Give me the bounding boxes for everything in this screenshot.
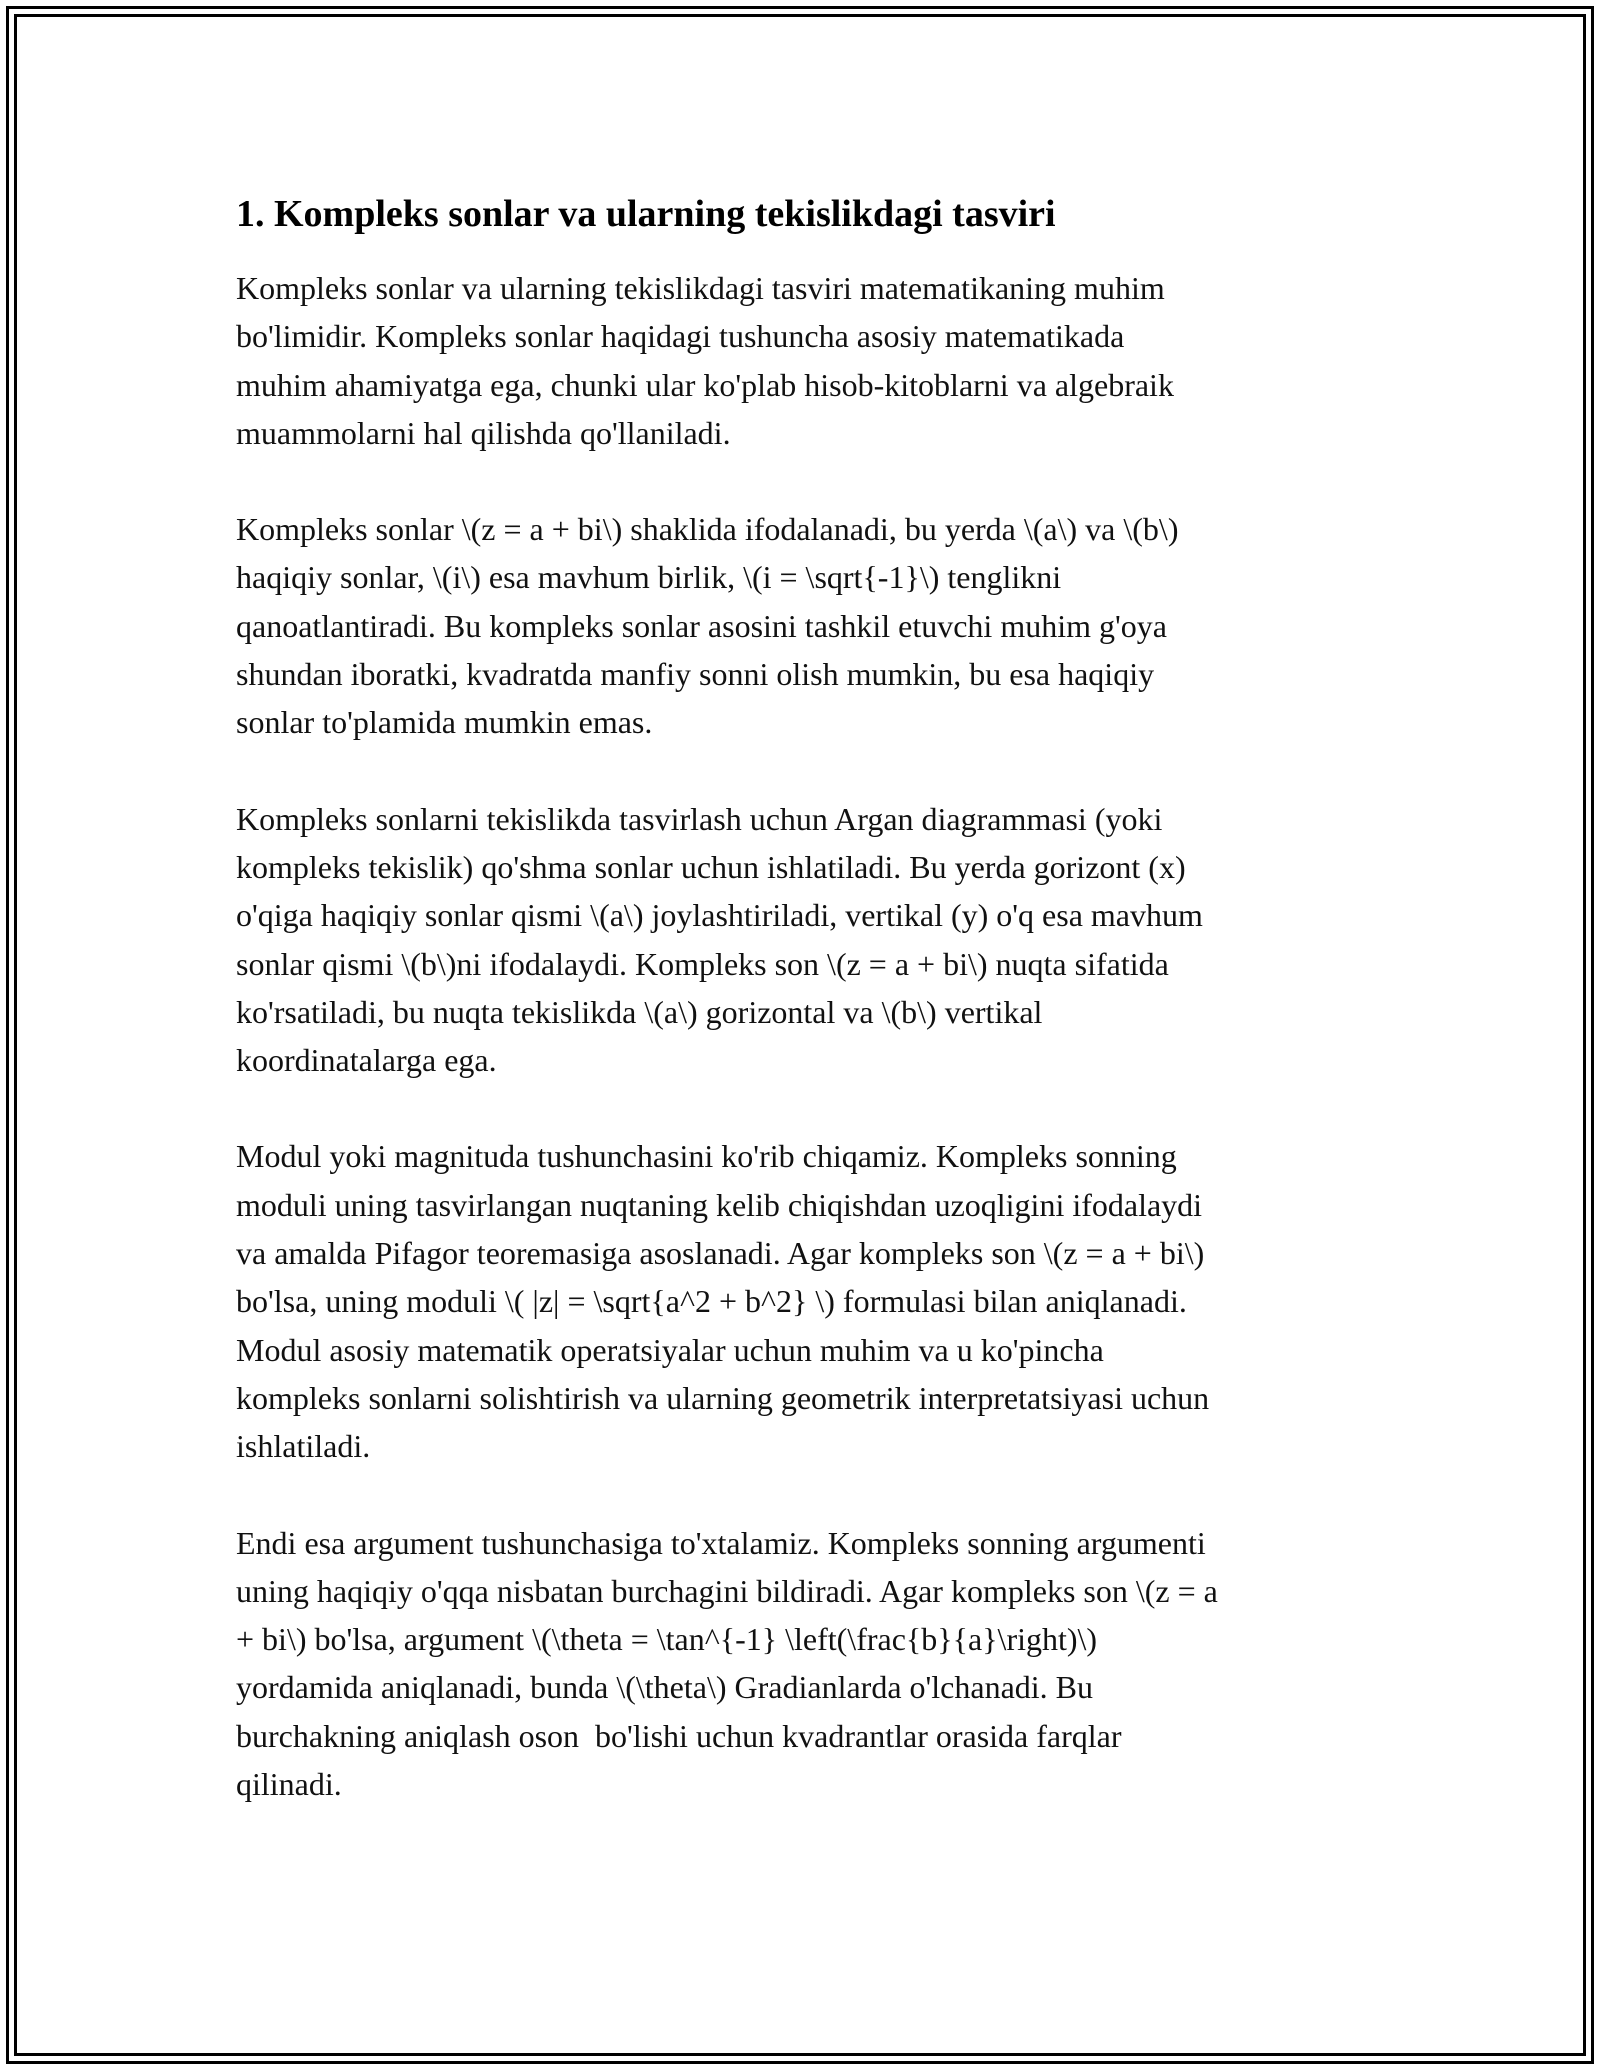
text-line: burchakning aniqlash oson bo'lishi uchun kvadrantlar orasida farqlar xyxy=(236,1717,1122,1754)
text-line: haqiqiy sonlar, \(i\) esa mavhum birlik, \(i = \sqrt{-1}\) tenglikni xyxy=(236,559,1062,596)
text-line: shundan iboratki, kvadratda manfiy sonni olish mumkin, bu esa haqiqiy xyxy=(236,656,1155,693)
text-line: o'qiga haqiqiy sonlar qismi \(a\) joylashtiriladi, vertikal (y) o'q esa mavhum xyxy=(236,897,1203,934)
text-line: bo'lsa, uning moduli \( |z| = \sqrt{a^2 + b^2} \) formulasi bilan aniqlanadi. xyxy=(236,1283,1187,1320)
text-line: koordinatalarga ega. xyxy=(236,1042,497,1079)
text-line: yordamida aniqlanadi, bunda \(\theta\) Gradianlarda o'lchanadi. Bu xyxy=(236,1669,1094,1706)
text-line: sonlar qismi \(b\)ni ifodalaydi. Kompleks son \(z = a + bi\) nuqta sifatida xyxy=(236,945,1169,982)
text-line: muhim ahamiyatga ega, chunki ular ko'plab hisob-kitoblarni va algebraik xyxy=(236,366,1174,403)
text-line: va amalda Pifagor teoremasiga asoslanadi. Agar kompleks son \(z = a + bi\) xyxy=(236,1235,1205,1272)
document-body xyxy=(236,186,1366,1856)
paragraph-modulus xyxy=(236,1132,1366,1470)
text-line: Endi esa argument tushunchasiga to'xtalamiz. Kompleks sonning argumenti xyxy=(236,1524,1206,1561)
text-line: Kompleks sonlar va ularning tekislikdagi tasviri matematikaning muhim xyxy=(236,270,1165,306)
paragraph-intro xyxy=(236,264,1366,457)
text-line: qanoatlantiradi. Bu kompleks sonlar asosini tashkil etuvchi muhim g'oya xyxy=(236,607,1167,644)
text-line: Modul yoki magnituda tushunchasini ko'rib chiqamiz. Kompleks sonning xyxy=(236,1138,1177,1175)
section-heading: 1. Kompleks sonlar va ularning tekislikdagi tasviri xyxy=(236,193,1056,235)
text-line: sonlar to'plamida mumkin emas. xyxy=(236,704,653,741)
text-line: + bi\) bo'lsa, argument \(\theta = \tan^{-1} \left(\frac{b}{a}\right)\) xyxy=(236,1621,1098,1658)
text-line: moduli uning tasvirlangan nuqtaning kelib chiqishdan uzoqligini ifodalaydi xyxy=(236,1186,1203,1223)
text-line: Kompleks sonlarni tekislikda tasvirlash uchun Argan diagrammasi (yoki xyxy=(236,800,1163,837)
paragraph-definition xyxy=(236,505,1366,746)
text-line: bo'limidir. Kompleks sonlar haqidagi tushuncha asosiy matematikada xyxy=(236,318,1125,355)
text-line: uning haqiqiy o'qqa nisbatan burchagini bildiradi. Agar kompleks son \(z = a xyxy=(236,1572,1218,1609)
text-line: kompleks sonlarni solishtirish va ularning geometrik interpretatsiyasi uchun xyxy=(236,1379,1210,1416)
text-line: Kompleks sonlar \(z = a + bi\) shaklida ifodalanadi, bu yerda \(a\) va \(b\) xyxy=(236,511,1179,548)
text-line: muammolarni hal qilishda qo'llaniladi. xyxy=(236,414,731,451)
text-line: kompleks tekislik) qo'shma sonlar uchun ishlatiladi. Bu yerda gorizont (x) xyxy=(236,848,1186,885)
text-line: ko'rsatiladi, bu nuqta tekislikda \(a\) gorizontal va \(b\) vertikal xyxy=(236,993,1043,1030)
text-line: Modul asosiy matematik operatsiyalar uchun muhim va u ko'pincha xyxy=(236,1331,1104,1368)
paragraph-argand-diagram xyxy=(236,795,1366,1085)
paragraph-argument xyxy=(236,1519,1366,1809)
text-line: ishlatiladi. xyxy=(236,1428,371,1465)
text-line: qilinadi. xyxy=(236,1766,342,1803)
